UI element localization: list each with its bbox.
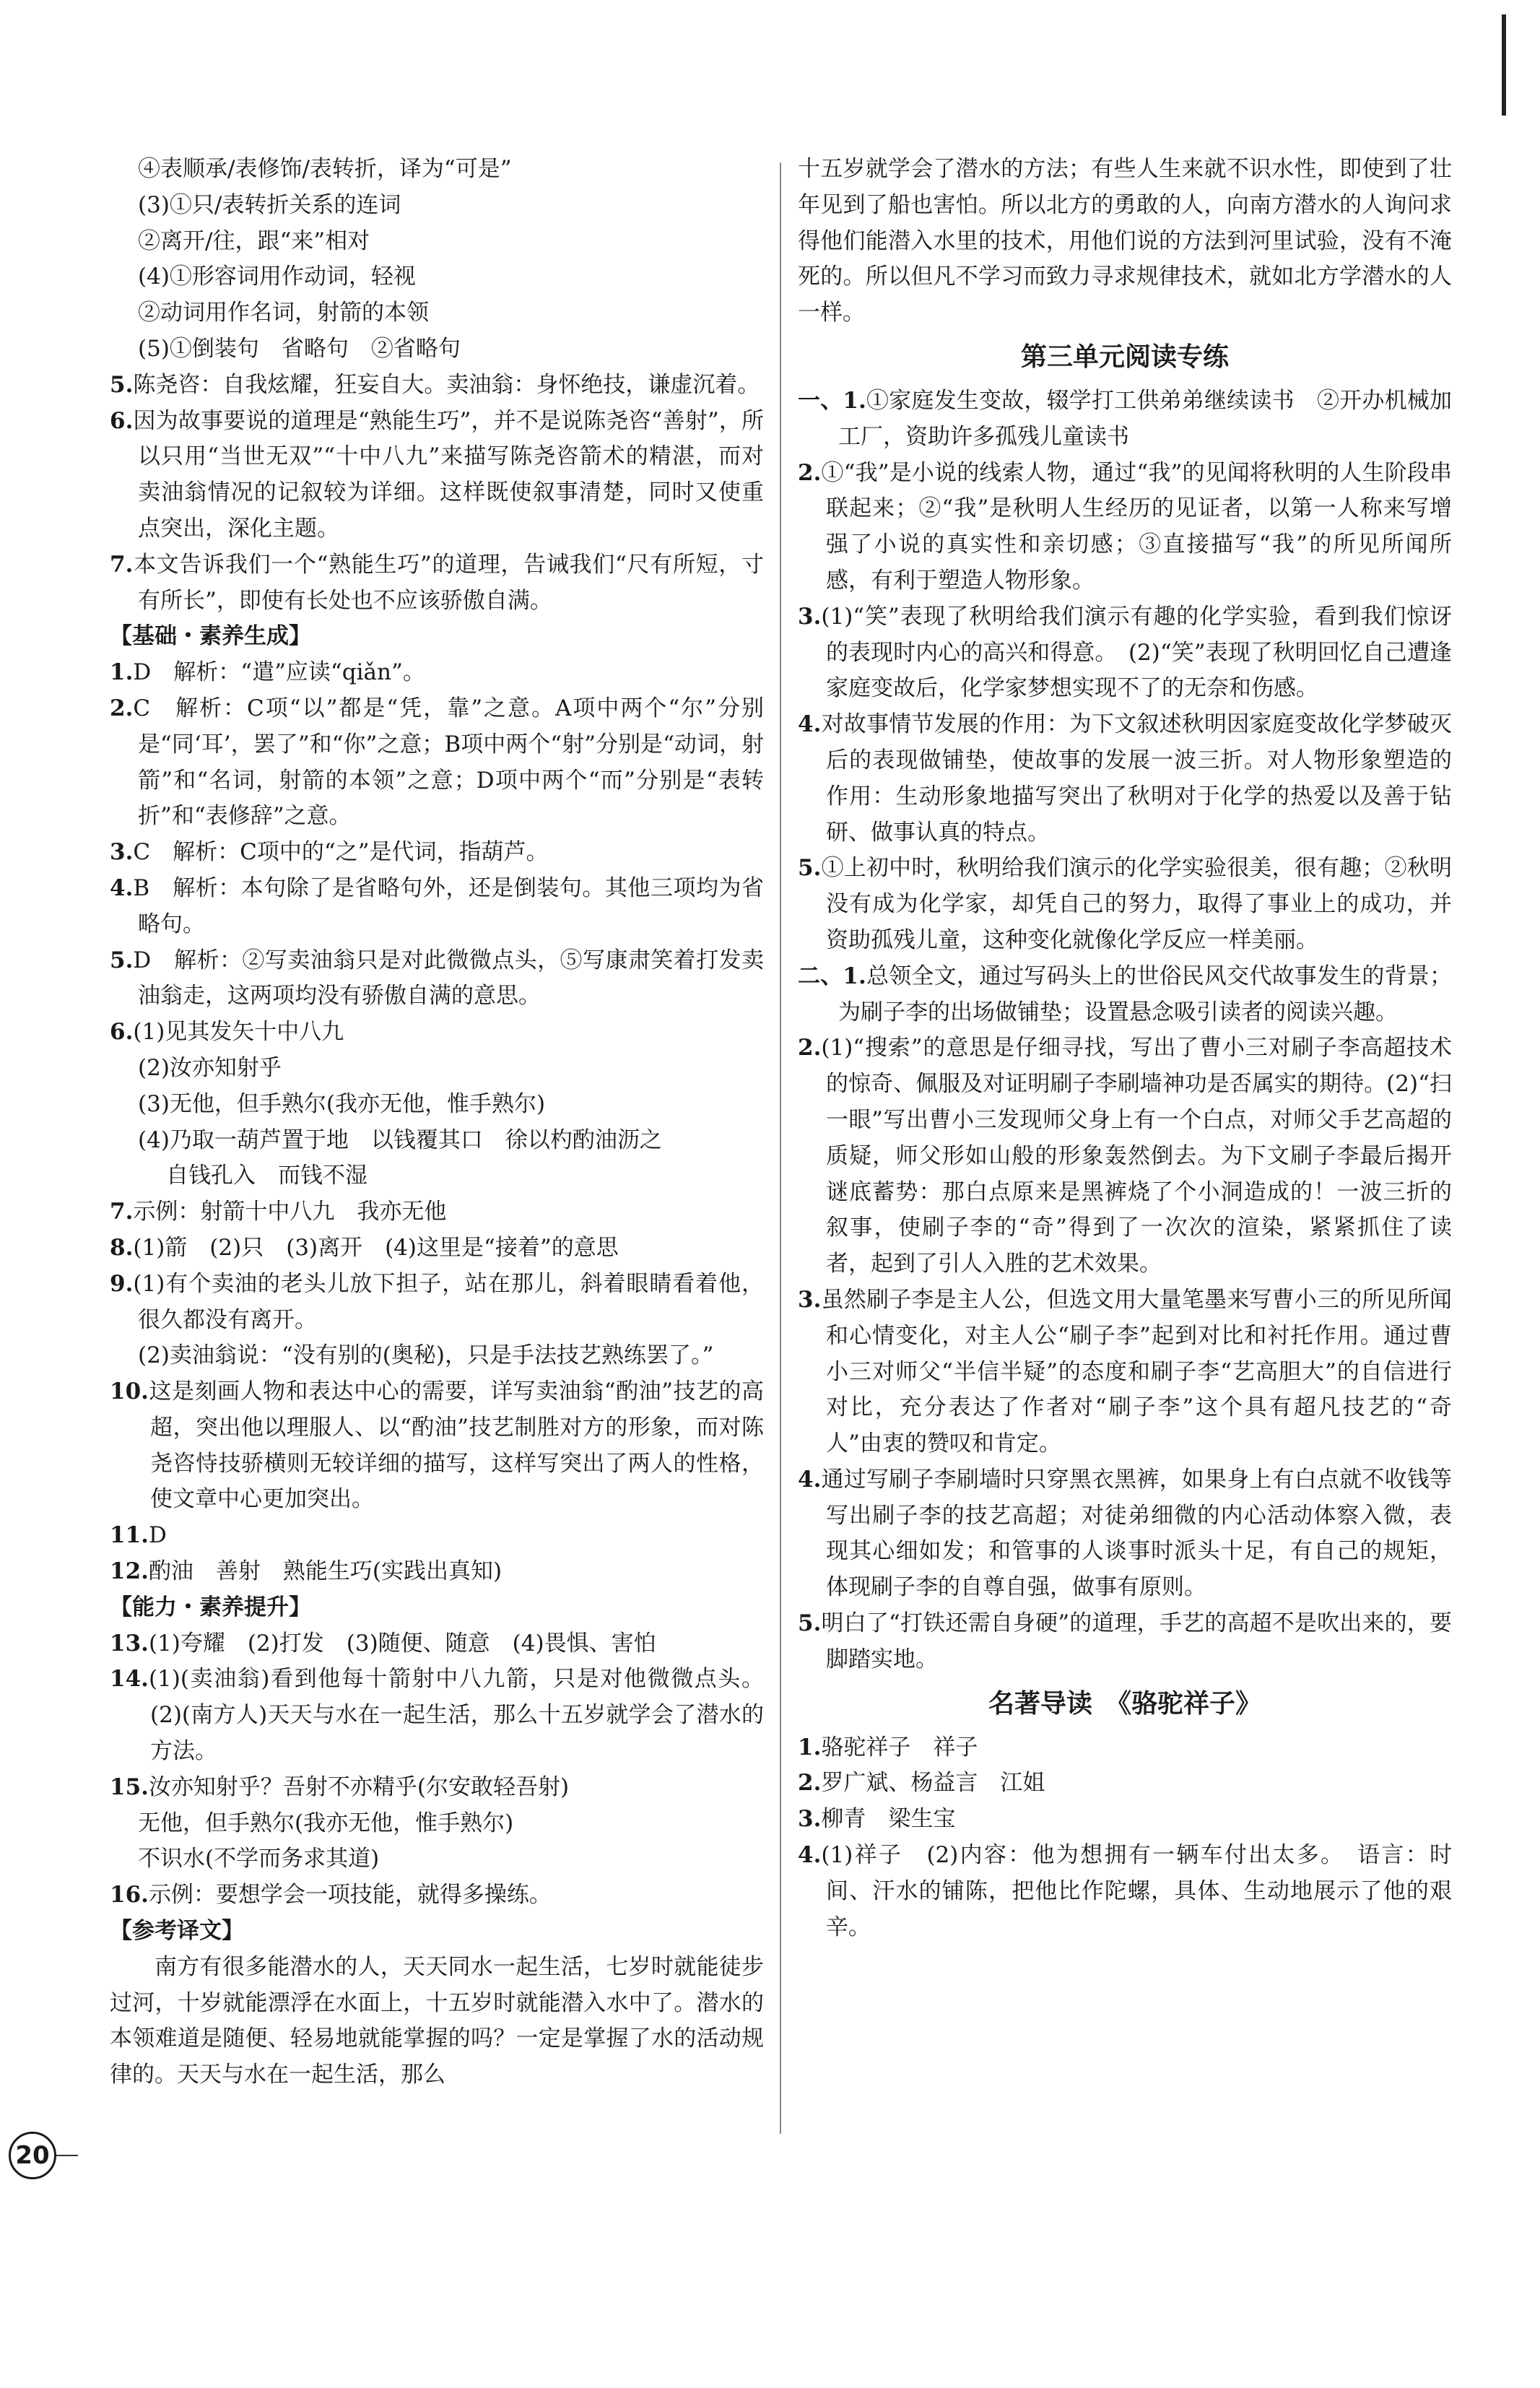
- item-text: (1)有个卖油的老头儿放下担子，站在那儿，斜着眼睛看着他，很久都没有离开。: [133, 1270, 764, 1333]
- answer-line: [798, 851, 1452, 958]
- item-text: 对故事情节发展的作用：为下文叙述秋明因家庭变故化学梦破灭后的表现做铺垫，使故事的发展一波三折。对人物形象塑造的作用：生动形象地描写突出了秋明对于化学的热爱以及善于钻研、做事认真的特点。: [821, 711, 1452, 846]
- answer-line: [110, 1087, 764, 1123]
- item-number: 6.: [110, 407, 134, 434]
- item-text: (4)①形容词用作动词，轻视: [138, 264, 416, 290]
- page-number-rule: [56, 2155, 78, 2156]
- item-text: (5)①倒装句 省略句 ②省略句: [138, 335, 461, 362]
- item-number: 9.: [110, 1270, 134, 1297]
- answer-line: [110, 1374, 764, 1518]
- answer-line: [798, 1606, 1452, 1678]
- answer-line: [110, 1051, 764, 1087]
- item-text: 汝亦知射乎？吾射不亦精乎(尔安敢轻吾射): [148, 1773, 570, 1800]
- answer-line: [110, 871, 764, 943]
- item-text: D 解析：②写卖油翁只是对此微微点头，⑤写康肃笑着打发卖油翁走，这两项均没有骄傲自满的意思。: [133, 947, 764, 1010]
- item-number: 7.: [110, 551, 134, 578]
- answer-line: [110, 224, 764, 260]
- left-column: [110, 152, 764, 2093]
- item-number: 4.: [110, 874, 134, 901]
- answer-line: [110, 547, 764, 620]
- right-top-block: [798, 152, 1452, 331]
- section-label: [110, 619, 764, 655]
- item-text: B 解析：本句除了是省略句外，还是倒装句。其他三项均为省略句。: [133, 874, 764, 937]
- item-text: 虽然刷子李是主人公，但选文用大量笔墨来写曹小三的所见所闻和心情变化，对主人公“刷子李”起到对比和衬托作用。通过曹小三对师父“半信半疑”的态度和刷子李“艺高胆大”的自信进行对比，充分表达了作者对“刷子李”这个具有超凡技艺的“奇人”由衷的赞叹和肯定。: [821, 1286, 1452, 1457]
- item-text: (1)“搜索”的意思是仔细寻找，写出了曹小三对刷子李高超技术的惊奇、佩服及对证明刷子李刷墙神功是否属实的期待。(2)“扫一眼”写出曹小三发现师父身上有一个白点，对师父手艺高超的质疑，师父形如山般的形象轰然倒去。为下文刷子李最后揭开谜底蓄势：那白点原来是黑裤烧了个小洞造成的！一波三折的叙事，使刷子李的“奇”得到了一次次的渲染，紧紧抓住了读者，起到了引人入胜的艺术效果。: [821, 1035, 1452, 1277]
- item-text: 示例：要想学会一项技能，就得多操练。: [148, 1882, 552, 1909]
- answer-line: [798, 1030, 1452, 1282]
- answer-line: [798, 707, 1452, 851]
- item-text: 陈尧咨：自我炫耀，狂妄自大。卖油翁：身怀绝技，谦虚沉着。: [133, 371, 760, 398]
- item-number: 2.: [798, 459, 822, 486]
- answer-line: [110, 1267, 764, 1339]
- item-text: (3)①只/表转折关系的连词: [138, 191, 401, 218]
- answer-line: [798, 152, 1452, 331]
- answer-line: [798, 456, 1452, 599]
- answer-line: [110, 943, 764, 1015]
- answer-line: [110, 259, 764, 295]
- section-heading-classic: 名著导读 《骆驼祥子》: [988, 1688, 1261, 1719]
- section-heading-unit3: 第三单元阅读专练: [1020, 342, 1229, 372]
- answer-line: [110, 835, 764, 871]
- answer-line: [110, 691, 764, 835]
- item-text: 【基础・素养生成】: [110, 623, 311, 650]
- answer-line: [110, 368, 764, 404]
- item-number: 2.: [798, 1770, 822, 1797]
- answer-line: [798, 1282, 1452, 1462]
- item-number: 6.: [110, 1019, 134, 1046]
- item-text: (1)“笑”表现了秋明给我们演示有趣的化学实验，看到我们惊讶的表现时内心的高兴和得意。 (2)“笑”表现了秋明回忆自己遭逢家庭变故后，化学家梦想实现不了的无奈和伤感。: [821, 603, 1452, 702]
- item-number: 5.: [798, 855, 822, 882]
- answer-line: [110, 404, 764, 547]
- answer-line: [798, 959, 1452, 1031]
- item-text: 因为故事要说的道理是“熟能生巧”，并不是说陈尧咨“善射”，所以只用“当世无双”“十中八九”来描写陈尧咨箭术的精湛，而对卖油翁情况的记叙较为详细。这样既使叙事清楚，同时又使重点突出，深化主题。: [133, 407, 764, 542]
- item-text: C 解析：C项中的“之”是代词，指葫芦。: [133, 839, 549, 866]
- item-text: (1)祥子 (2)内容：他为想拥有一辆车付出太多。 语言：时间、汗水的铺陈，把他比作陀螺，具体、生动地展示了他的艰辛。: [821, 1842, 1452, 1940]
- answer-line: [110, 1123, 764, 1159]
- item-number: 3.: [798, 1806, 822, 1833]
- answer-line: [798, 1462, 1452, 1606]
- section-label: [110, 1590, 764, 1626]
- item-number: 1.: [110, 659, 134, 686]
- item-text: ①家庭发生变故，辍学打工供弟弟继续读书 ②开办机械加工厂，资助许多孤残儿童读书: [838, 387, 1452, 450]
- item-text: 柳青 梁生宝: [821, 1806, 956, 1833]
- item-number: 3.: [798, 603, 822, 630]
- item-number: 3.: [110, 839, 134, 866]
- item-number: 3.: [798, 1286, 822, 1313]
- item-number: 二、1.: [798, 963, 866, 989]
- item-text: ②离开/往，跟“来”相对: [138, 227, 370, 254]
- answer-line: [110, 1194, 764, 1230]
- answer-line: [798, 599, 1452, 707]
- answer-line: [110, 1877, 764, 1914]
- item-text: (2)汝亦知射乎: [138, 1054, 282, 1081]
- answer-line: [798, 1730, 1452, 1766]
- right-bottom-block: [798, 1730, 1452, 1946]
- answer-line: [110, 1841, 764, 1877]
- answer-line: [798, 383, 1452, 456]
- right-mid-block: [798, 383, 1452, 1678]
- item-number: 4.: [798, 1842, 822, 1869]
- page-number: 20: [9, 2132, 56, 2179]
- item-number: 7.: [110, 1199, 134, 1225]
- item-number: 5.: [110, 371, 134, 398]
- item-text: 这是刻画人物和表达中心的需要，详写卖油翁“酌油”技艺的高超，突出他以理服人、以“酌油”技艺制胜对方的形象，而对陈尧咨恃技骄横则无较详细的描写，这样写突出了两人的性格，使文章中心更加突出。: [148, 1378, 764, 1513]
- answer-line: [110, 1158, 764, 1194]
- answer-line: [110, 1950, 764, 2093]
- item-text: ①“我”是小说的线索人物，通过“我”的见闻将秋明的人生阶段串联起来；②“我”是秋明人生经历的见证者，以第一人称来写增强了小说的真实性和亲切感；③直接描写“我”的所见所闻所感，有利于塑造人物形象。: [821, 459, 1452, 594]
- answer-line: [110, 295, 764, 331]
- item-text: 自钱孔入 而钱不湿: [166, 1163, 367, 1189]
- section-label: [110, 1914, 764, 1950]
- item-text: 本文告诉我们一个“熟能生巧”的道理，告诫我们“尺有所短，寸有所长”，即使有长处也不应该骄傲自满。: [133, 551, 764, 614]
- item-text: 骆驼祥子 祥子: [821, 1734, 978, 1760]
- right-column: [798, 152, 1452, 1945]
- item-number: 一、1.: [798, 387, 866, 414]
- item-number: 14.: [110, 1666, 149, 1693]
- item-text: 【参考译文】: [110, 1918, 244, 1945]
- item-number: 11.: [110, 1522, 149, 1549]
- answer-line: [110, 1626, 764, 1662]
- item-text: 【能力・素养提升】: [110, 1594, 311, 1620]
- answer-line: [798, 1802, 1452, 1838]
- item-text: 南方有很多能潜水的人，天天同水一起生活，七岁时就能徒步过河，十岁就能漂浮在水面上，十五岁时就能潜入水中了。潜水的本领难道是随便、轻易地就能掌握的吗？一定是掌握了水的活动规律的。天天与水在一起生活，那么: [110, 1953, 764, 2088]
- column-divider: [780, 162, 781, 2134]
- item-number: 4.: [798, 1466, 822, 1493]
- answer-line: [798, 1766, 1452, 1802]
- item-text: (3)无他，但手熟尔(我亦无他，惟手熟尔): [138, 1090, 546, 1117]
- item-number: 2.: [110, 695, 134, 721]
- item-number: 15.: [110, 1773, 149, 1800]
- item-number: 5.: [110, 947, 134, 973]
- answer-line: [110, 331, 764, 368]
- item-number: 8.: [110, 1234, 134, 1261]
- item-text: C 解析：C项“以”都是“凭，靠”之意。A项中两个“尔”分别是“同‘耳’，罢了”和“你”之意；B项中两个“射”分别是“动词，射箭”和“名词，射箭的本领”之意；D项中两个“而”分别是“表转折”和“表修辞”之意。: [133, 695, 764, 830]
- item-text: (4)乃取一葫芦置于地 以钱覆其口 徐以杓酌油沥之: [138, 1126, 662, 1153]
- item-number: 2.: [798, 1035, 822, 1061]
- answer-line: [110, 1554, 764, 1590]
- item-number: 10.: [110, 1378, 149, 1405]
- answer-line: [110, 1230, 764, 1267]
- item-text: (1)箭 (2)只 (3)离开 (4)这里是“接着”的意思: [133, 1234, 619, 1261]
- item-text: 通过写刷子李刷墙时只穿黑衣黑裤，如果身上有白点就不收钱等写出刷子李的技艺高超；对徒弟细微的内心活动体察入微，表现其心细如发；和管事的人谈事时派头十足，有自己的规矩，体现刷子李的自尊自强，做事有原则。: [821, 1466, 1452, 1601]
- item-text: 十五岁就学会了潜水的方法；有些人生来就不识水性，即使到了壮年见到了船也害怕。所以北方的勇敢的人，向南方潜水的人询问求得他们能潜入水里的技术，用他们说的方法到河里试验，没有不淹死的。所以但凡不学习而致力寻求规律技术，就如北方学潜水的人一样。: [798, 156, 1452, 326]
- item-text: 明白了“打铁还需自身硬”的道理，手艺的高超不是吹出来的，要脚踏实地。: [821, 1610, 1452, 1672]
- item-text: (1)夸耀 (2)打发 (3)随便、随意 (4)畏惧、害怕: [148, 1630, 656, 1657]
- item-text: 总领全文，通过写码头上的世俗民风交代故事发生的背景；为刷子李的出场做铺垫；设置悬念吸引读者的阅读兴趣。: [838, 963, 1452, 1025]
- item-number: 12.: [110, 1558, 149, 1585]
- item-number: 13.: [110, 1630, 149, 1657]
- item-text: ①上初中时，秋明给我们演示的化学实验很美，很有趣；②秋明没有成为化学家，却凭自己的努力，取得了事业上的成功，并资助孤残儿童，这种变化就像化学反应一样美丽。: [821, 855, 1452, 953]
- answer-line: [798, 1838, 1452, 1945]
- answer-line: [110, 1518, 764, 1554]
- item-text: (2)卖油翁说：“没有别的(奥秘)，只是手法技艺熟练罢了。”: [138, 1342, 714, 1369]
- item-text: 罗广斌、杨益言 江姐: [821, 1770, 1045, 1797]
- answer-line: [110, 1662, 764, 1769]
- item-text: ②动词用作名词，射箭的本领: [138, 300, 429, 326]
- item-number: 16.: [110, 1882, 149, 1909]
- item-text: 不识水(不学而务求其道): [138, 1846, 380, 1872]
- answer-line: [110, 1770, 764, 1806]
- item-text: (1)见其发矢十中八九: [133, 1019, 344, 1046]
- item-text: D: [148, 1522, 167, 1549]
- answer-line: [110, 152, 764, 188]
- item-text: ④表顺承/表修饰/表转折，译为“可是”: [138, 156, 512, 182]
- item-number: 5.: [798, 1610, 822, 1637]
- answer-line: [110, 1015, 764, 1051]
- item-text: 示例：射箭十中八九 我亦无他: [133, 1199, 447, 1225]
- item-number: 4.: [798, 711, 822, 738]
- answer-line: [110, 655, 764, 691]
- item-text: (1)(卖油翁)看到他每十箭射中八九箭，只是对他微微点头。(2)(南方人)天天与水在一起生活，那么十五岁就学会了潜水的方法。: [148, 1666, 764, 1765]
- item-text: 酌油 善射 熟能生巧(实践出真知): [148, 1558, 503, 1585]
- answer-line: [110, 1338, 764, 1374]
- answer-line: [110, 1806, 764, 1842]
- item-text: D 解析：“遣”应读“qiǎn”。: [133, 659, 425, 686]
- item-text: 无他，但手熟尔(我亦无他，惟手熟尔): [138, 1810, 514, 1836]
- answer-line: [110, 188, 764, 224]
- page-edge-mark: [1502, 14, 1506, 116]
- item-number: 1.: [798, 1734, 822, 1760]
